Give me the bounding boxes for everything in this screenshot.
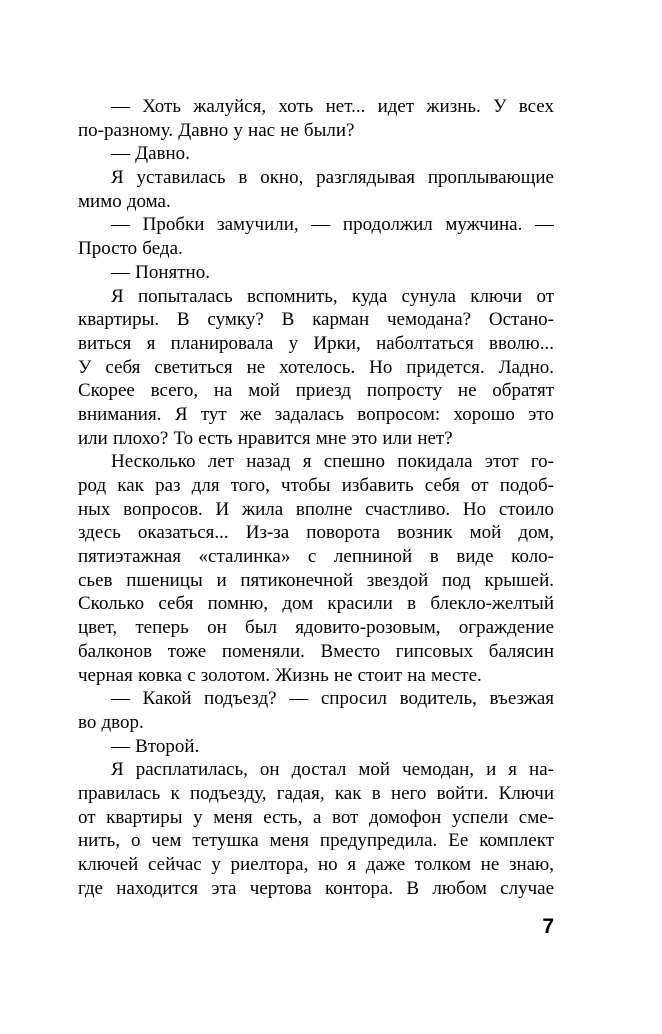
text-line: Просто беда. — [78, 238, 183, 260]
text-line: — Второй. — [111, 735, 200, 757]
text-line: квартиры. В сумку? В карман чемодана? Остано- — [78, 309, 554, 331]
text-line: — Хоть жалуйся, хоть нет... идет жизнь. У всех — [111, 96, 554, 117]
text-line: пятиэтажная «сталинка» с лепниной в виде коло- — [78, 546, 554, 568]
text-line: здесь оказаться... Из-за поворота возник мой дом, — [78, 522, 554, 544]
text-line: внимания. Я тут же задалась вопросом: хорошо это — [78, 403, 554, 425]
text-line: сьев пшеницы и пятиконечной звездой под крышей. — [78, 569, 554, 591]
text-line: нить, о чем тетушка меня предупредила. Ее комплект — [78, 830, 554, 852]
text-line: где находится эта чертова контора. В любом случае — [78, 877, 554, 899]
text-line: — Пробки замучили, — продолжил мужчина. — — [111, 214, 554, 236]
text-line: Я уставилась в окно, разглядывая проплывающие — [111, 167, 554, 189]
text-line: Я попыталась вспомнить, куда сунула ключи от — [111, 285, 554, 307]
text-line: во двор. — [78, 711, 144, 733]
text-line: от квартиры у меня есть, а вот домофон успели сме- — [78, 806, 554, 828]
text-line: род как раз для того, чтобы избавить себя от подоб- — [78, 475, 554, 496]
text-line: цвет, теперь он был ядовито-розовым, ограждение — [78, 617, 554, 639]
text-line: ключей сейчас у риелтора, но я даже толком не знаю, — [78, 854, 554, 875]
text-line: — Какой подъезд? — спросил водитель, въезжая — [111, 688, 554, 710]
text-line: виться я планировала у Ирки, наболтаться вволю... — [78, 332, 554, 354]
text-line: по-разному. Давно у нас не были? — [78, 119, 355, 141]
text-line: Сколько себя помню, дом красили в блекло-желтый — [78, 593, 554, 615]
text-line: У себя светиться не хотелось. Но придется. Ладно. — [78, 356, 554, 378]
text-line: балконов тоже поменяли. Вместо гипсовых балясин — [78, 640, 554, 662]
text-line: или плохо? То есть нравится мне это или нет? — [78, 427, 453, 449]
text-block — [78, 95, 554, 900]
text-line: — Понятно. — [111, 261, 210, 283]
text-line: — Давно. — [111, 143, 190, 165]
text-line: Несколько лет назад я спешно покидала этот го- — [111, 451, 554, 473]
text-line: Я расплатилась, он достал мой чемодан, и я на- — [111, 759, 554, 781]
text-line: черная ковка с золотом. Жизнь не стоит на месте. — [78, 664, 482, 686]
text-line: ных вопросов. И жила вполне счастливо. Но стоило — [78, 498, 554, 520]
page-number: 7 — [542, 915, 554, 938]
text-line: мимо дома. — [78, 190, 171, 212]
text-line: правилась к подъезду, гадая, как в него войти. Ключи — [78, 782, 554, 804]
text-line: Скорее всего, на мой приезд попросту не обратят — [78, 380, 554, 402]
